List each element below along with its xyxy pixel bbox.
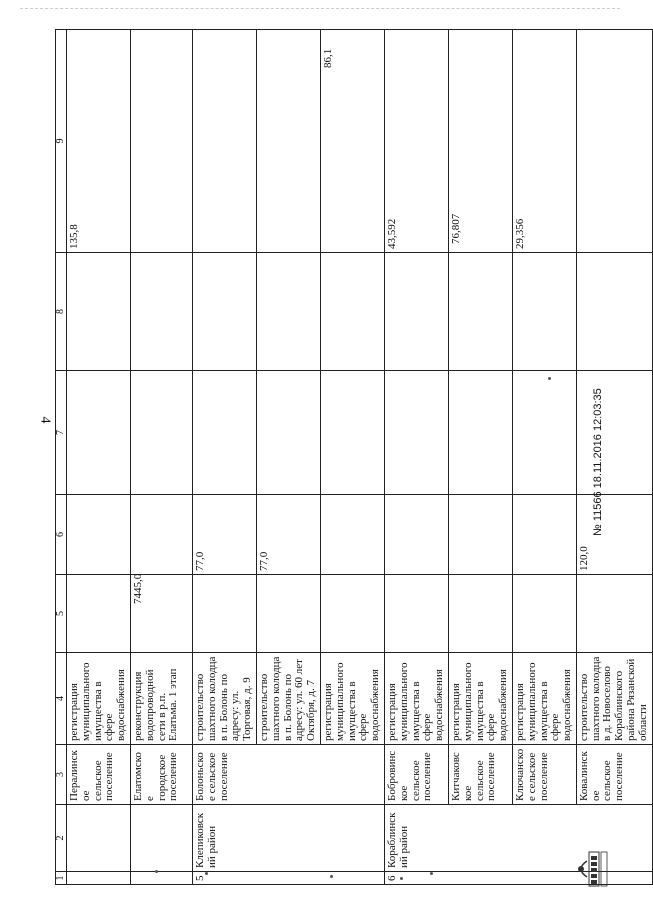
cell-col-8 — [256, 253, 320, 371]
col-header: 2 — [56, 805, 67, 872]
col-header: 3 — [56, 745, 67, 805]
speck — [548, 377, 551, 380]
cell-col-6 — [130, 495, 192, 575]
speck — [400, 877, 403, 880]
cell-col-4: регистрация муниципального имущества в сфере водоснабжения — [448, 653, 512, 745]
cell-col-4: регистрация муниципального имущества в сфере водоснабжения — [320, 653, 384, 745]
cell-col-6: 120,0 — [576, 495, 652, 575]
cell-col-3: Бобровинское сельское поселение — [384, 745, 448, 805]
cell-col-9: 135,8 — [67, 30, 131, 253]
cell-col-9 — [192, 30, 256, 253]
speck — [430, 872, 433, 875]
cell-col-4: строительство шахтного колодца в д. Новоселово Кораблинского района Рязанской области — [576, 653, 652, 745]
cell-col-4: регистрация муниципального имущества в сфере водоснабжения — [384, 653, 448, 745]
cell-col-8 — [576, 253, 652, 371]
col-header: 6 — [56, 495, 67, 575]
cell-col-1 — [130, 872, 192, 885]
cell-col-5 — [320, 575, 384, 653]
cell-col-9 — [576, 30, 652, 253]
cell-col-7 — [384, 371, 448, 495]
col-header: 4 — [56, 653, 67, 745]
cell-col-5 — [67, 575, 131, 653]
table-row — [576, 30, 652, 885]
cell-col-9: 29,356 — [512, 30, 576, 253]
col-header: 5 — [56, 575, 67, 653]
cell-col-9: 43,592 — [384, 30, 448, 253]
table-row — [130, 30, 192, 885]
top-edge-line — [20, 8, 620, 9]
cell-col-6 — [67, 495, 131, 575]
cell-col-7 — [256, 371, 320, 495]
cell-col-5 — [192, 575, 256, 653]
cell-col-5: 7445,0 — [130, 575, 192, 653]
cell-col-4: реконструкция водопроводной сети в р.п. Елатьма. 1 этап — [130, 653, 192, 745]
cell-col-5 — [448, 575, 512, 653]
table-row — [384, 30, 448, 885]
table-row — [512, 30, 576, 885]
table-row — [192, 30, 256, 885]
cell-col-1: 6 — [384, 872, 652, 885]
cell-col-8 — [512, 253, 576, 371]
cell-col-8 — [384, 253, 448, 371]
cell-col-2 — [67, 805, 131, 872]
cell-col-7 — [192, 371, 256, 495]
cell-col-3: Елатомское городское поселение — [130, 745, 192, 805]
col-header: 7 — [56, 371, 67, 495]
cell-col-9 — [130, 30, 192, 253]
cell-col-4: строительство шахтного колодца в п. Болонь по адресу: ул. Торговая, д. 9 — [192, 653, 256, 745]
page-number: 4 — [37, 416, 53, 424]
cell-col-5 — [512, 575, 576, 653]
cell-col-3: Болоньское сельское поселение — [192, 745, 384, 805]
cell-col-4: регистрация муниципального имущества в сфере водоснабжения — [512, 653, 576, 745]
table-rotation-frame — [55, 30, 649, 885]
cell-col-5 — [384, 575, 448, 653]
cell-col-8 — [192, 253, 256, 371]
cell-col-5 — [576, 575, 652, 653]
cell-col-6: 77,0 — [256, 495, 320, 575]
cell-col-2: Клепиковский район — [192, 805, 384, 872]
appropriations-table — [55, 29, 653, 885]
col-header: 1 — [56, 872, 67, 885]
cell-col-7 — [448, 371, 512, 495]
table-row — [67, 30, 131, 885]
cell-col-7 — [320, 371, 384, 495]
cell-col-9: 76,807 — [448, 30, 512, 253]
cell-col-7 — [512, 371, 576, 495]
cell-col-1 — [67, 872, 131, 885]
cell-col-9: 86,1 — [320, 30, 384, 253]
cell-col-5 — [256, 575, 320, 653]
cell-col-3: Пералинское сельское поселение — [67, 745, 131, 805]
cell-col-4: регистрация муниципального имущества в сфере водоснабжения — [67, 653, 131, 745]
speck — [330, 875, 333, 878]
cell-col-8 — [67, 253, 131, 371]
cell-col-2 — [130, 805, 192, 872]
cell-col-8 — [320, 253, 384, 371]
cell-col-3: Ковалинское сельское поселение — [576, 745, 652, 805]
cell-col-3: Китчаковское сельское поселение — [448, 745, 512, 805]
cell-col-6 — [448, 495, 512, 575]
col-header: 8 — [56, 253, 67, 371]
header-row — [56, 30, 67, 885]
table-canvas — [55, 30, 649, 885]
cell-col-6: 77,0 — [192, 495, 256, 575]
col-header: 9 — [56, 30, 67, 253]
cell-col-6 — [512, 495, 576, 575]
cell-col-8 — [130, 253, 192, 371]
registry-stamp-text: № 11566 18.11.2016 12:03:35 — [592, 388, 604, 536]
cell-col-6 — [320, 495, 384, 575]
cell-col-4: строительство шахтного колодца в п. Болонь по адресу: ул. 60 лет Октября, д. 7 — [256, 653, 320, 745]
cell-col-7 — [130, 371, 192, 495]
cell-col-6 — [384, 495, 448, 575]
cell-col-7 — [576, 371, 652, 495]
cell-col-9 — [256, 30, 320, 253]
cell-col-1: 5 — [192, 872, 384, 885]
table-row — [448, 30, 512, 885]
cell-col-2: Кораблинский район — [384, 805, 652, 872]
cell-col-3: Ключанское сельское поселение — [512, 745, 576, 805]
speck — [155, 870, 158, 873]
registry-stamp-icon — [571, 849, 617, 889]
speck — [205, 872, 208, 875]
cell-col-7 — [67, 371, 131, 495]
cell-col-8 — [448, 253, 512, 371]
